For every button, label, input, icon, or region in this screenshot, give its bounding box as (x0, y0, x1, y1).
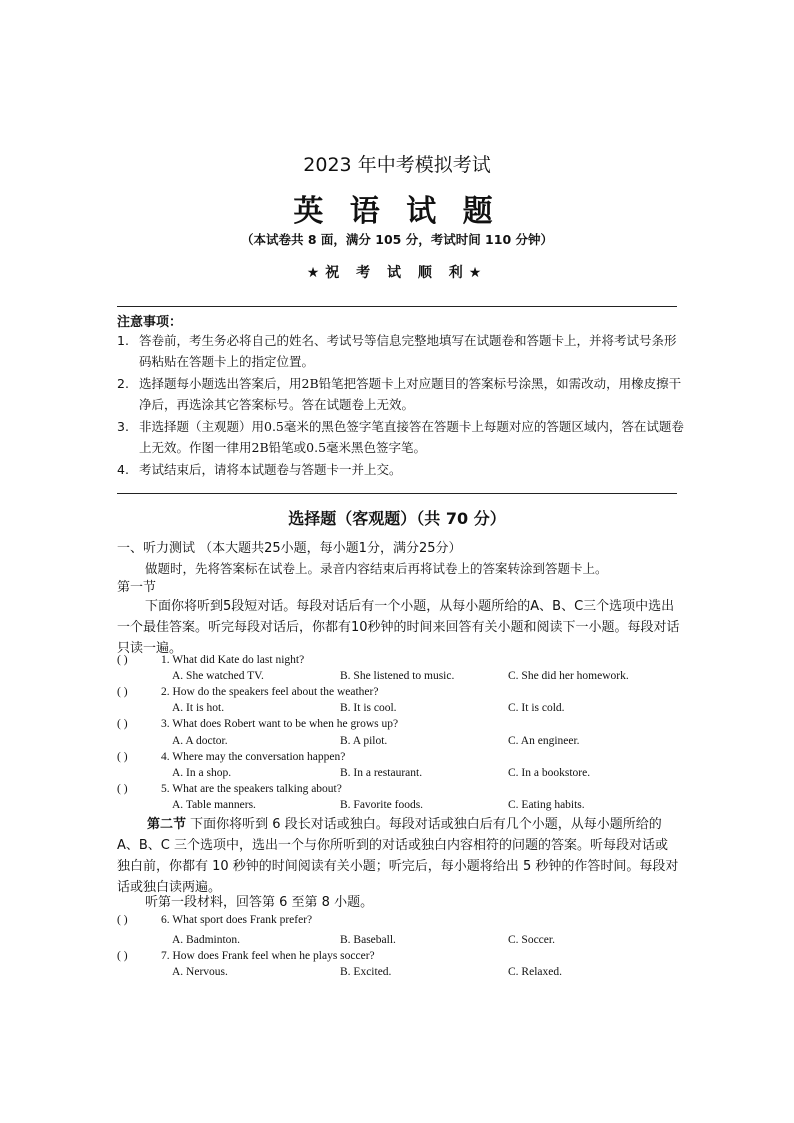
option-c: C. It is cold. (508, 702, 565, 714)
option-c: C. Soccer. (508, 934, 555, 946)
option-b: B. A pilot. (340, 735, 388, 747)
notice-item (117, 330, 687, 372)
sub2-block (117, 814, 681, 898)
notice-title: 注意事项： (117, 315, 183, 330)
option-c: C. In a bookstore. (508, 767, 591, 779)
notice-item-number: 2. (117, 376, 129, 391)
question-stem: 1. What did Kate do last night? (161, 654, 305, 666)
material-1-prompt: 听第一段材料，回答第 6 至第 8 小题。 (145, 895, 374, 910)
question-row (117, 751, 345, 763)
option-b: B. She listened to music. (340, 670, 455, 682)
notice-item-text: 答卷前，考生务必将自己的姓名、考试号等信息完整地填写在试题卷和答题卡上，并将考试号条形码粘贴在答题卡上的指定位置。 (139, 333, 677, 369)
answer-blank[interactable]: ( ) (117, 686, 128, 698)
notice-item-number: 4. (117, 462, 129, 477)
question-row (117, 654, 304, 666)
option-a: A. She watched TV. (172, 670, 264, 682)
option-b: B. Baseball. (340, 934, 396, 946)
question-stem: 2. How do the speakers feel about the weather? (161, 686, 379, 698)
part1-title: 一、听力测试 （本大题共25小题，每小题1分，满分25分） (117, 541, 462, 556)
top-divider (117, 306, 677, 307)
notice-item-text: 选择题每小题选出答案后，用2B铅笔把答题卡上对应题目的答案标号涂黑，如需改动，用橡皮擦干净后，再选涂其它答案标号。答在试题卷上无效。 (139, 376, 682, 412)
option-a: A. Badminton. (172, 934, 241, 946)
option-a: A. A doctor. (172, 735, 228, 747)
option-c: C. She did her homework. (508, 670, 629, 682)
notice-item-number: 1. (117, 333, 129, 348)
option-a: A. It is hot. (172, 702, 225, 714)
exam-info: （本试卷共 8 面，满分 105 分，考试时间 110 分钟） (241, 232, 553, 247)
blessing-text: ★祝 考 试 顺 利★ (306, 265, 488, 281)
answer-blank[interactable]: ( ) (117, 914, 128, 926)
question-row (117, 950, 375, 962)
answer-blank[interactable]: ( ) (117, 751, 128, 763)
option-a: A. In a shop. (172, 767, 232, 779)
question-row (117, 686, 378, 698)
notice-item (117, 416, 687, 458)
notice-item-number: 3. (117, 419, 129, 434)
option-c: C. Relaxed. (508, 966, 562, 978)
exam-title: 2023 年中考模拟考试 (303, 154, 491, 176)
answer-blank[interactable]: ( ) (117, 718, 128, 730)
question-row (117, 718, 398, 730)
question-row (117, 783, 342, 795)
question-stem: 7. How does Frank feel when he plays soccer? (161, 950, 375, 962)
answer-blank[interactable]: ( ) (117, 950, 128, 962)
option-c: C. Eating habits. (508, 799, 585, 811)
option-a: A. Table manners. (172, 799, 256, 811)
notice-item-text: 考试结束后，请将本试题卷与答题卡一并上交。 (139, 462, 402, 477)
sub1-label: 第一节 (117, 580, 157, 595)
option-c: C. An engineer. (508, 735, 580, 747)
sub1-instruction: 下面你将听到5段短对话。每段对话后有一个小题，从每小题所给的A、B、C三个选项中选出一个最佳答案。听完每段对话后，你都有10秒钟的时间来回答有关小题和阅读下一小题。每段对话只读一遍。 (117, 599, 680, 656)
answer-blank[interactable]: ( ) (117, 654, 128, 666)
notice-item (117, 373, 687, 415)
section-heading: 选择题（客观题）（共 70 分） (288, 509, 506, 528)
question-row (117, 914, 312, 926)
question-stem: 3. What does Robert want to be when he grows up? (161, 718, 399, 730)
sub2-label: 第二节 (147, 817, 187, 832)
question-stem: 6. What sport does Frank prefer? (161, 914, 313, 926)
sub2-instruction: 下面你将听到 6 段长对话或独白。每段对话或独白后有几个小题，从每小题所给的A、B、C 三个选项中，选出一个与你所听到的对话或独白内容相符的问题的答案。听每段对话或独白前，你都有 10 秒钟的时间阅读有关小题；听完后，每小题将给出 5 秒钟的作答时间。每段对话或独白读两遍。 (117, 817, 679, 895)
part1-instruction: 做题时，先将答案标在试卷上。录音内容结束后再将试卷上的答案转涂到答题卡上。 (145, 561, 608, 576)
notice-item (117, 459, 687, 480)
answer-blank[interactable]: ( ) (117, 783, 128, 795)
subject-title: 英 语 试 题 (293, 194, 501, 229)
option-b: B. Favorite foods. (340, 799, 424, 811)
option-b: B. In a restaurant. (340, 767, 423, 779)
notice-item-text: 非选择题（主观题）用0.5毫米的黑色签字笔直接答在答题卡上每题对应的答题区域内，答在试题卷上无效。作图一律用2B铅笔或0.5毫米黑色签字笔。 (139, 419, 684, 455)
option-b: B. Excited. (340, 966, 392, 978)
option-a: A. Nervous. (172, 966, 228, 978)
question-stem: 5. What are the speakers talking about? (161, 783, 342, 795)
bottom-divider (117, 493, 677, 494)
option-b: B. It is cool. (340, 702, 397, 714)
question-stem: 4. Where may the conversation happen? (161, 751, 346, 763)
